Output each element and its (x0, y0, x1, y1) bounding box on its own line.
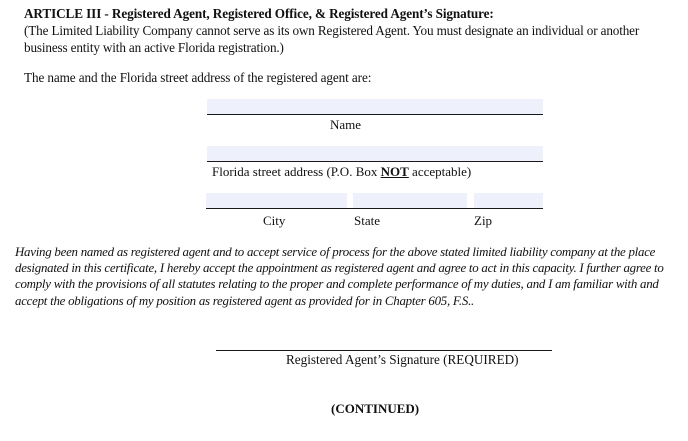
address-label-suffix: acceptable) (408, 164, 472, 179)
name-label: Name (330, 117, 362, 132)
acceptance-statement: Having been named as registered agent and to accept service of process for the above stated limited liability company at the place designated in this certificate, I hereby accept the appointment as registered agent and agree to act in this capacity. I further agree to comply with the provisions of all statutes relating to the proper and complete performance of my duties, and I am familiar with and accept the obligations of my position as registered agent as provided for in Chapter 605, F.S.. (15, 245, 664, 308)
city-input[interactable] (206, 193, 347, 208)
address-underline (207, 161, 543, 162)
article-title: ARTICLE III - Registered Agent, Registered Office, & Registered Agent’s Signature: (24, 6, 494, 21)
name-input[interactable] (207, 99, 543, 114)
signature-label: Registered Agent’s Signature (REQUIRED) (286, 352, 519, 367)
continued-label: (CONTINUED) (331, 401, 420, 416)
city-state-zip-underline (206, 208, 543, 209)
article-note: (The Limited Liability Company cannot serve as its own Registered Agent. You must designate an individual or another business entity with an active Florida registration.) (24, 23, 640, 55)
state-label: State (354, 213, 380, 228)
address-label-not: NOT (380, 164, 409, 179)
address-input[interactable] (207, 146, 543, 161)
name-underline (207, 114, 543, 115)
address-label (212, 164, 471, 180)
zip-input[interactable] (474, 193, 543, 208)
zip-label: Zip (474, 213, 493, 228)
city-label: City (263, 213, 286, 228)
article-intro: The name and the Florida street address of the registered agent are: (24, 70, 372, 85)
state-input[interactable] (353, 193, 467, 208)
address-label-prefix: Florida street address (P.O. Box (212, 164, 381, 179)
